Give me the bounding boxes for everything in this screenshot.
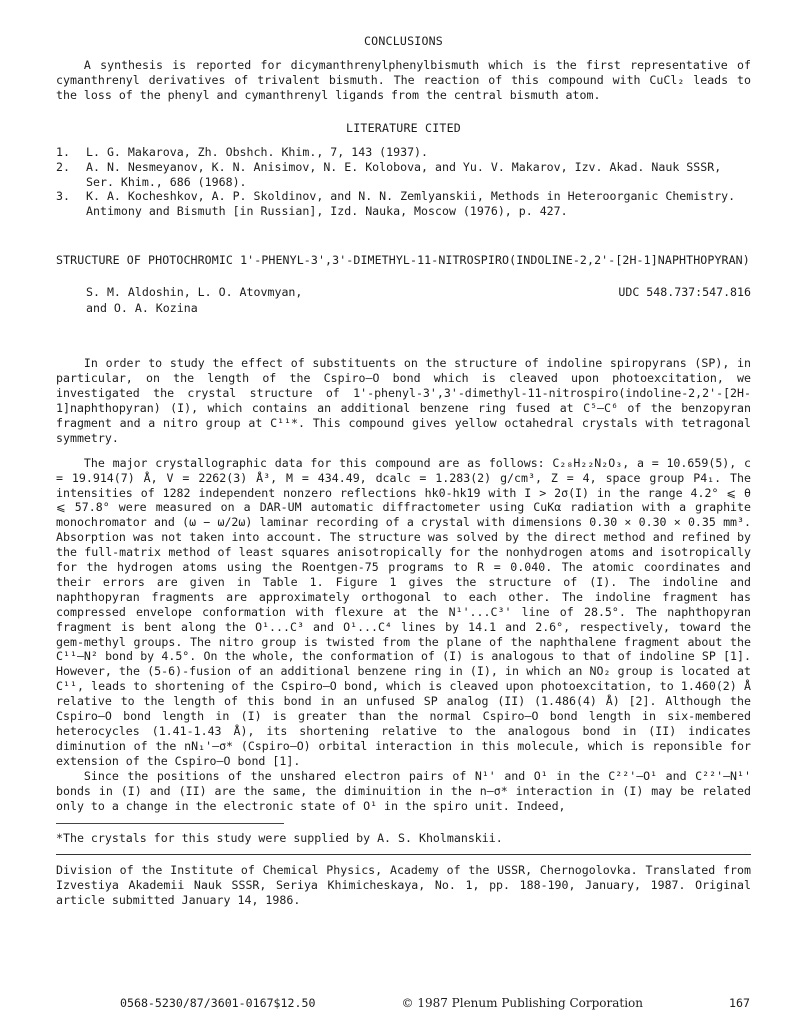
page-footer — [120, 996, 750, 1010]
reference-number: 2. — [56, 159, 70, 174]
udc-code: UDC 548.737:547.816 — [618, 285, 751, 300]
authors-line-2: and O. A. Kozina — [86, 301, 198, 316]
author-names — [86, 284, 302, 316]
footnote-divider — [56, 823, 284, 824]
authors-line-1: S. M. Aldoshin, L. O. Atovmyan, — [86, 285, 303, 300]
footer-code: 0568-5230/87/3601-0167$12.50 — [120, 996, 316, 1010]
reference-number: 1. — [56, 144, 70, 159]
institution-divider — [56, 854, 751, 855]
article-title: STRUCTURE OF PHOTOCHROMIC 1'-PHENYL-3',3'-DIMETHYL-11-NITROSPIRO(INDOLINE-2,2'-[2H-1]NAPHTHOPYRAN) — [56, 253, 750, 268]
literature-heading: LITERATURE CITED — [346, 120, 461, 135]
page-number: 167 — [729, 996, 750, 1010]
page — [56, 34, 751, 908]
conclusions-text: A synthesis is reported for dicymanthrenylphenylbismuth which is the first representative of cymanthrenyl derivatives of trivalent bismuth. The reaction of this compound with CuCl₂ leads to the loss of the phenyl and cymanthrenyl ligands from the central bismuth atom. — [56, 58, 751, 102]
reference-text: K. A. Kocheshkov, A. P. Skoldinov, and N. N. Zemlyanskii, Methods in Heteroorganic Chemistry. Antimony and Bismuth [in Russian], Izd. Nauka, Moscow (1976), p. 427. — [86, 189, 736, 219]
footnote: *The crystals for this study were supplied by A. S. Kholmanskii. — [56, 831, 503, 846]
reference-text: A. N. Nesmeyanov, K. N. Anisimov, N. E. Kolobova, and Yu. V. Makarov, Izv. Akad. Nauk SSSR, Ser. Khim., 686 (1968). — [86, 159, 722, 189]
author-block — [86, 284, 751, 316]
institution-note: Division of the Institute of Chemical Physics, Academy of the USSR, Chernogolovka. Translated from Izvestiya Akademii Nauk SSSR, Seriya Khimicheskaya, No. 1, pp. 188-190, January, 1987. Original article submitted January 14, 1986. — [56, 863, 751, 908]
reference-list — [56, 145, 751, 220]
footer-copyright: © 1987 Plenum Publishing Corporation — [401, 996, 643, 1010]
conclusions-heading: CONCLUSIONS — [364, 34, 443, 48]
body-paragraph-1: In order to study the effect of substituents on the structure of indoline spiropyrans (SP), in particular, on the length of the Cspiro–O bond which is cleaved upon photoexcitation, we investigated the crystal structure of 1'-phenyl-3',3'-dimethyl-11-nitrospiro(indoline-2,2'-[2H-1]naphthopyran) (I), which contains an additional benzene ring fused at C⁵–C⁶ of the benzopyran fragment and a nitro group at C¹¹*. This compound gives yellow octahedral crystals with tetragonal symmetry. — [56, 356, 751, 445]
reference-number: 3. — [56, 189, 70, 204]
reference-item — [56, 160, 751, 190]
body-paragraph-2: The major crystallographic data for this compound are as follows: C₂₈H₂₂N₂O₃, a = 10.659(5), c = 19.914(7) Å, V = 2262(3) Å³, M = 434.49, dcalc = 1.283(2) g/cm³, Z = 4, space group P4₁. The intensities of 1282 independent nonzero reflections hk0-hk19 with I > 2σ(I) in the range 4.2° ⩽ θ ⩽ 57.8° were measured on a DAR-UM automatic diffractometer using CuKα radiation with a graphite monochromator and (ω − ω/2ω) laminar recording of a crystal with dimensions 0.30 × 0.30 × 0.35 mm³. Absorption was not taken into account. The structure was solved by the direct method and refined by the full-matrix method of least squares anisotropically for the nonhydrogen atoms and isotropically for the hydrogen atoms using the Roentgen-75 programs to R = 0.040. The atomic coordinates and their errors are given in Table 1. Figure 1 gives the structure of (I). The indoline and naphthopyran fragments are approximately orthogonal to each other. The indoline fragment has compressed envelope conformation with flexure at the N¹'...C³' line of 28.5°. The naphthopyran fragment is bent along the O¹...C³ and O¹...C⁴ lines by 14.1 and 2.6°, respectively, toward the gem-methyl groups. The nitro group is twisted from the plane of the naphthalene fragment about the C¹¹–N² bond by 4.5°. On the whole, the conformation of (I) is analogous to that of indoline SP [1]. However, the (5-6)-fusion of an additional benzene ring in (I), in which an NO₂ group is located at C¹¹, leads to shortening of the Cspiro–O bond, which is cleaved upon photoexcitation, to 1.460(2) Å relative to the length of this bond in an unfused SP analog (II) (1.486(4) Å) [2]. Although the Cspiro–O bond length in (I) is greater than the normal Cspiro–O bond length in six-membered heterocycles (1.41-1.43 Å), its shortening relative to the analogous bond in (II) indicates diminution of the nN₁'–σ* (Cspiro–O) orbital interaction in this molecule, which is reponsible for extension of the Cspiro–O bond [1]. — [56, 455, 751, 768]
body-paragraph-3: Since the positions of the unshared electron pairs of N¹' and O¹ in the C²²'–O¹ and C²²'–N¹' bonds in (I) and (II) are the same, the diminuition in the n–σ* interaction in (I) may be related only to a change in the electronic state of O¹ in the spiro unit. Indeed, — [56, 768, 751, 813]
reference-item — [56, 145, 751, 160]
reference-item — [56, 189, 751, 219]
reference-text: L. G. Makarova, Zh. Obshch. Khim., 7, 143 (1937). — [86, 144, 429, 159]
